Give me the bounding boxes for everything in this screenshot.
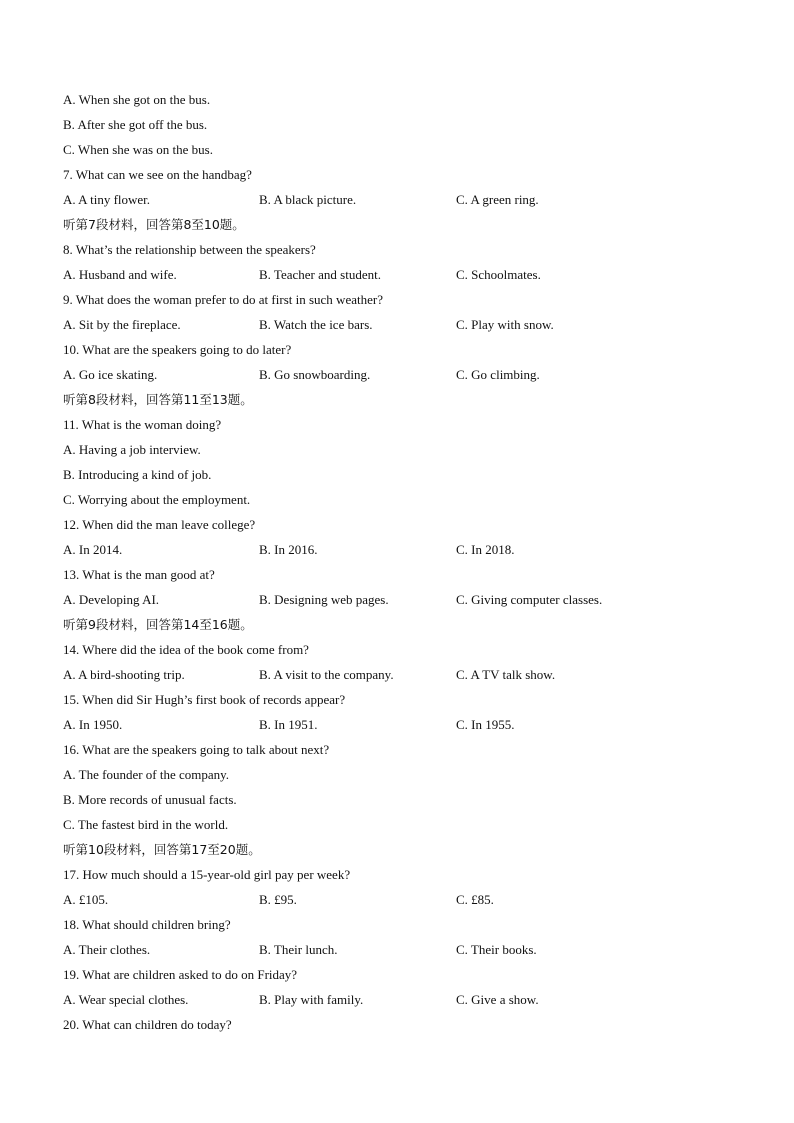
question-text: 20. What can children do today? xyxy=(63,1017,232,1032)
question-line xyxy=(0,162,794,187)
option-c: C. Giving computer classes. xyxy=(456,592,603,607)
option-c: C. Give a show. xyxy=(456,992,539,1007)
answer-options-row xyxy=(0,662,794,687)
answer-options-row xyxy=(0,712,794,737)
answer-option-line xyxy=(0,112,794,137)
section-heading-text: 听第7段材料，回答第8至10题。 xyxy=(63,217,245,232)
question-line xyxy=(0,412,794,437)
option-c: C. Schoolmates. xyxy=(456,267,541,282)
option-b: B. Play with family. xyxy=(259,992,364,1007)
answer-options-row xyxy=(0,362,794,387)
option-a: A. In 1950. xyxy=(63,717,123,732)
option-c: C. £85. xyxy=(456,892,494,907)
answer-option-line xyxy=(0,462,794,487)
section-heading-text: 听第9段材料，回答第14至16题。 xyxy=(63,617,253,632)
question-line xyxy=(0,337,794,362)
option-a: A. Developing AI. xyxy=(63,592,160,607)
question-line xyxy=(0,512,794,537)
option-a: A. Go ice skating. xyxy=(63,367,158,382)
question-line xyxy=(0,687,794,712)
option-c: C. Play with snow. xyxy=(456,317,554,332)
option-a: A. In 2014. xyxy=(63,542,123,557)
answer-option-line xyxy=(0,437,794,462)
option-b: B. Teacher and student. xyxy=(259,267,381,282)
option-c: C. In 1955. xyxy=(456,717,515,732)
answer-option-line xyxy=(0,487,794,512)
option-b: B. In 2016. xyxy=(259,542,318,557)
option-b: B. A black picture. xyxy=(259,192,357,207)
option-b: B. In 1951. xyxy=(259,717,318,732)
section-heading xyxy=(0,837,794,862)
answer-option-line xyxy=(0,787,794,812)
question-line xyxy=(0,862,794,887)
question-text: 19. What are children asked to do on Friday? xyxy=(63,967,298,982)
answer-options-row xyxy=(0,187,794,212)
option-c: C. A TV talk show. xyxy=(456,667,556,682)
option-c: C. In 2018. xyxy=(456,542,515,557)
option-text: B. More records of unusual facts. xyxy=(63,792,237,807)
question-text: 11. What is the woman doing? xyxy=(63,417,222,432)
question-text: 13. What is the man good at? xyxy=(63,567,215,582)
option-b: B. Their lunch. xyxy=(259,942,338,957)
question-line xyxy=(0,562,794,587)
option-a: A. A tiny flower. xyxy=(63,192,151,207)
option-c: C. Go climbing. xyxy=(456,367,540,382)
option-a: A. Sit by the fireplace. xyxy=(63,317,181,332)
section-heading xyxy=(0,212,794,237)
question-text: 8. What’s the relationship between the speakers? xyxy=(63,242,316,257)
option-text: B. Introducing a kind of job. xyxy=(63,467,212,482)
option-text: B. After she got off the bus. xyxy=(63,117,208,132)
option-a: A. A bird-shooting trip. xyxy=(63,667,185,682)
option-text: A. The founder of the company. xyxy=(63,767,230,782)
question-text: 10. What are the speakers going to do later? xyxy=(63,342,292,357)
answer-option-line xyxy=(0,87,794,112)
option-b: B. A visit to the company. xyxy=(259,667,394,682)
answer-option-line xyxy=(0,137,794,162)
question-text: 14. Where did the idea of the book come from? xyxy=(63,642,309,657)
answer-option-line xyxy=(0,762,794,787)
option-b: B. Go snowboarding. xyxy=(259,367,371,382)
option-text: C. When she was on the bus. xyxy=(63,142,213,157)
option-c: C. A green ring. xyxy=(456,192,539,207)
question-line xyxy=(0,237,794,262)
option-text: C. Worrying about the employment. xyxy=(63,492,251,507)
option-b: B. Watch the ice bars. xyxy=(259,317,373,332)
section-heading xyxy=(0,612,794,637)
option-text: A. When she got on the bus. xyxy=(63,92,211,107)
exam-page xyxy=(0,87,794,1037)
answer-options-row xyxy=(0,937,794,962)
answer-option-line xyxy=(0,812,794,837)
section-heading-text: 听第10段材料，回答第17至20题。 xyxy=(63,842,261,857)
question-line xyxy=(0,1012,794,1037)
question-text: 16. What are the speakers going to talk about next? xyxy=(63,742,330,757)
answer-options-row xyxy=(0,262,794,287)
answer-options-row xyxy=(0,987,794,1012)
answer-options-row xyxy=(0,887,794,912)
question-text: 18. What should children bring? xyxy=(63,917,231,932)
question-text: 17. How much should a 15-year-old girl pay per week? xyxy=(63,867,351,882)
answer-options-row xyxy=(0,587,794,612)
question-text: 15. When did Sir Hugh’s first book of records appear? xyxy=(63,692,346,707)
answer-options-row xyxy=(0,537,794,562)
question-line xyxy=(0,287,794,312)
question-text: 12. When did the man leave college? xyxy=(63,517,256,532)
section-heading xyxy=(0,387,794,412)
option-a: A. Wear special clothes. xyxy=(63,992,189,1007)
option-c: C. Their books. xyxy=(456,942,537,957)
option-text: C. The fastest bird in the world. xyxy=(63,817,229,832)
question-text: 9. What does the woman prefer to do at first in such weather? xyxy=(63,292,383,307)
question-text: 7. What can we see on the handbag? xyxy=(63,167,252,182)
option-b: B. £95. xyxy=(259,892,297,907)
option-b: B. Designing web pages. xyxy=(259,592,389,607)
option-a: A. £105. xyxy=(63,892,109,907)
option-text: A. Having a job interview. xyxy=(63,442,201,457)
question-line xyxy=(0,637,794,662)
option-a: A. Husband and wife. xyxy=(63,267,177,282)
answer-options-row xyxy=(0,312,794,337)
section-heading-text: 听第8段材料，回答第11至13题。 xyxy=(63,392,253,407)
option-a: A. Their clothes. xyxy=(63,942,151,957)
question-line xyxy=(0,912,794,937)
question-line xyxy=(0,737,794,762)
question-line xyxy=(0,962,794,987)
